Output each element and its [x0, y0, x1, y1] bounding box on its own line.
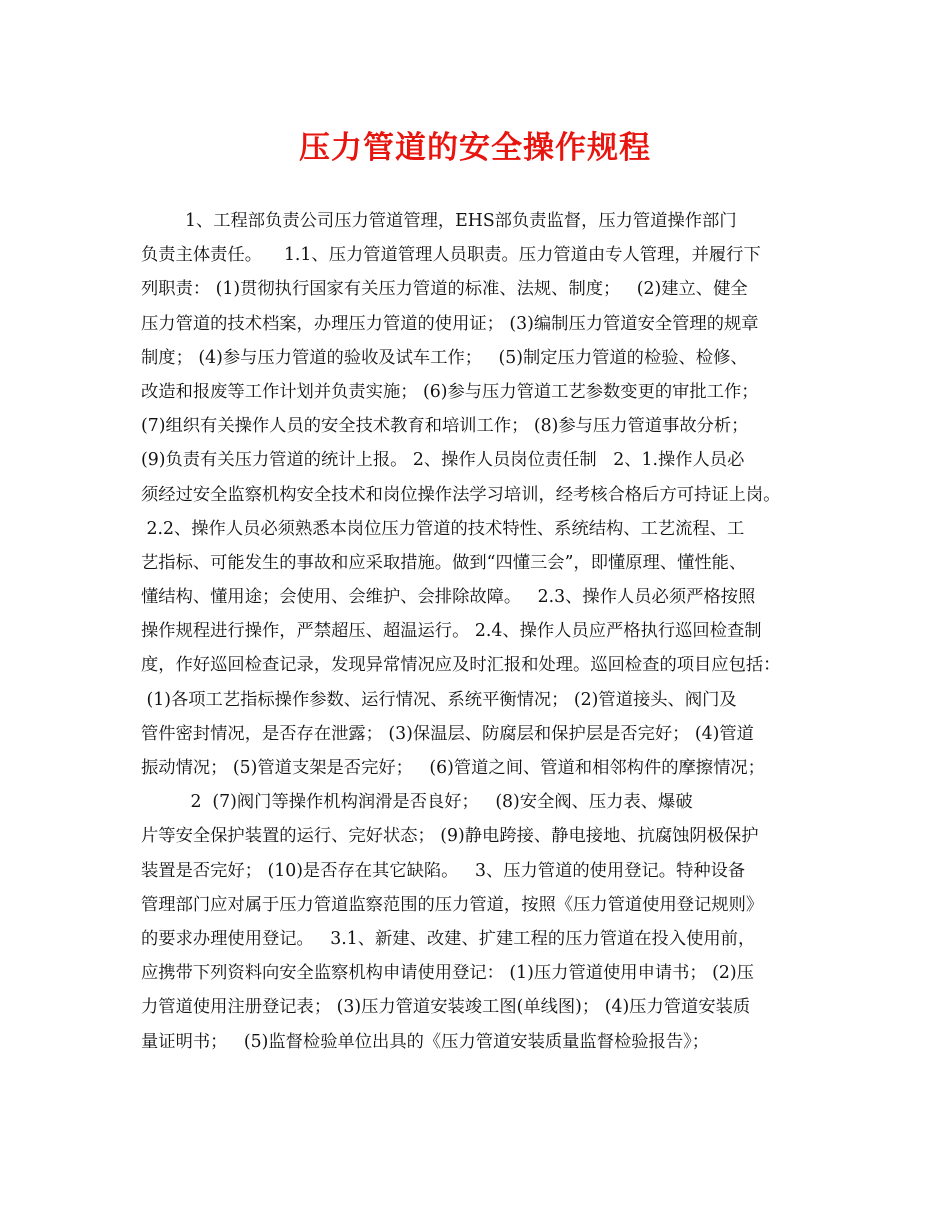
- body-text-line: 应携带下列资料向安全监察机构申请使用登记： (1)压力管道使用申请书； (2)压: [141, 963, 754, 984]
- body-text-line: 艺指标、可能发生的事故和应采取措施。做到“四懂三会”，即懂原理、懂性能、: [141, 552, 747, 573]
- body-text-line: (1)各项工艺指标操作参数、运行情况、系统平衡情况； (2)管道接头、阀门及: [141, 689, 737, 710]
- body-text-line: 管理部门应对属于压力管道监察范围的压力管道，按照《压力管道使用登记规则》: [141, 894, 764, 915]
- document-title: 压力管道的安全操作规程: [299, 130, 651, 166]
- body-text-line: 片等安全保护装置的运行、完好状态； (9)静电跨接、静电接地、抗腐蚀阴极保护: [141, 826, 759, 847]
- body-text-line: (7)组织有关操作人员的安全技术教育和培训工作； (8)参与压力管道事故分析；: [141, 416, 749, 437]
- body-text-line: 管件密封情况，是否存在泄露； (3)保温层、防腐层和保护层是否完好； (4)管道: [141, 723, 754, 744]
- body-text-line: 列职责： (1)贯彻执行国家有关压力管道的标准、法规、制度； (2)建立、健全: [141, 279, 748, 300]
- body-text-line: 力管道使用注册登记表； (3)压力管道安装竣工图(单线图)； (4)压力管道安装质: [141, 997, 751, 1018]
- body-text-line: 装置是否完好； (10)是否存在其它缺陷。 3、压力管道的使用登记。特种设备: [141, 860, 746, 881]
- body-text-line: 的要求办理使用登记。 3.1、新建、改建、扩建工程的压力管道在投入使用前，: [141, 928, 756, 949]
- body-text-line: (9)负责有关压力管道的统计上报。 2、操作人员岗位责任制 2、1.操作人员必: [141, 450, 745, 471]
- body-text-line: 度，作好巡回检查记录，发现异常情况应及时汇报和处理。巡回检查的项目应包括：: [141, 655, 781, 676]
- body-text-line: 2 (7)阀门等操作机构润滑是否良好； (8)安全阀、压力表、爆破: [141, 792, 693, 813]
- body-text-line: 操作规程进行操作，严禁超压、超温运行。 2.4、操作人员应严格执行巡回检查制: [141, 621, 762, 642]
- body-text-line: 2.2、操作人员必须熟悉本岗位压力管道的技术特性、系统结构、工艺流程、工: [141, 518, 745, 539]
- body-text-line: 制度； (4)参与压力管道的验收及试车工作； (5)制定压力管道的检验、检修、: [141, 347, 748, 368]
- body-text-line: 1、工程部负责公司压力管道管理，EHS部负责监督，压力管道操作部门: [141, 211, 737, 231]
- body-text-line: 懂结构、懂用途；会使用、会维护、会排除故障。 2.3、操作人员必须严格按照: [141, 587, 756, 608]
- body-text-line: 负责主体责任。 1.1、压力管道管理人员职责。压力管道由专人管理，并履行下: [141, 245, 761, 266]
- body-text-line: 压力管道的技术档案，办理压力管道的使用证； (3)编制压力管道安全管理的规章: [141, 313, 759, 334]
- body-text-line: 改造和报废等工作计划并负责实施； (6)参与压力管道工艺参数变更的审批工作；: [141, 381, 759, 402]
- body-text-line: 量证明书； (5)监督检验单位出具的《压力管道安装质量监督检验报告》；: [141, 1031, 710, 1052]
- body-text-line: 须经过安全监察机构安全技术和岗位操作法学习培训，经考核合格后方可持证上岗。: [141, 484, 781, 505]
- document-body: [141, 204, 821, 1059]
- body-text-line: 振动情况； (5)管道支架是否完好； (6)管道之间、管道和相邻构件的摩擦情况；: [141, 758, 765, 778]
